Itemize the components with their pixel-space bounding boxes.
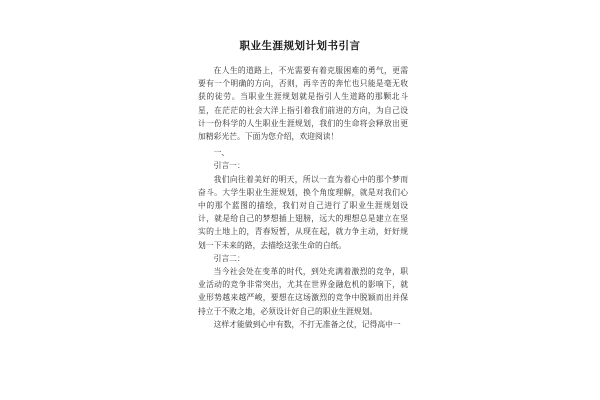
last-paragraph-start: 这样才能做到心中有数，不打无准备之仗，记得高中一 xyxy=(213,319,401,329)
intro-two-text: 当今社会处在变革的时代，到处充满着激烈的竞争，职业活动的竞争非常突出，尤其在世界金融危机的影响下，就业形势越来越严峻，要想在这场激烈的竞争中脱颖而出并保持立于不败之地，必须设计好自己的职业生涯规划。 xyxy=(198,267,408,316)
intro-one-text: 我们向往着美好的明天，所以一直为着心中的那个梦而奋斗。大学生职业生涯规划，换个角度理解，就是对我们心中的那个蓝图的描绘，我们对自己进行了职业生涯规划设计，就是给自己的梦想插上翅膀，远大的理想总是建立在坚实的土地上的，青春短暂，从现在起，就力争主动，好好规划一下未来的路，去描绘这张生命的白纸。 xyxy=(198,174,408,250)
document-body xyxy=(198,64,408,331)
intro-one-label: 引言一： xyxy=(213,161,245,171)
section-one-marker: 一、 xyxy=(213,148,230,158)
intro-paragraph: 在人生的道路上，不光需要有着克服困难的勇气，更需要有一个明确的方向，否则，再辛苦的奔忙也只能是毫无收获的徒劳。当职业生涯规划就是指引人生道路的那颗北斗星，在茫茫的社会大洋上指引着我们前进的方向，为自己设计一份科学的人生职业生涯规划，我们的生命将会释放出更加精彩光芒。下面为您介绍，欢迎阅读！ xyxy=(198,66,408,142)
document-title: 职业生涯规划计划书引言 xyxy=(239,40,361,52)
intro-two-label: 引言二： xyxy=(213,253,245,263)
